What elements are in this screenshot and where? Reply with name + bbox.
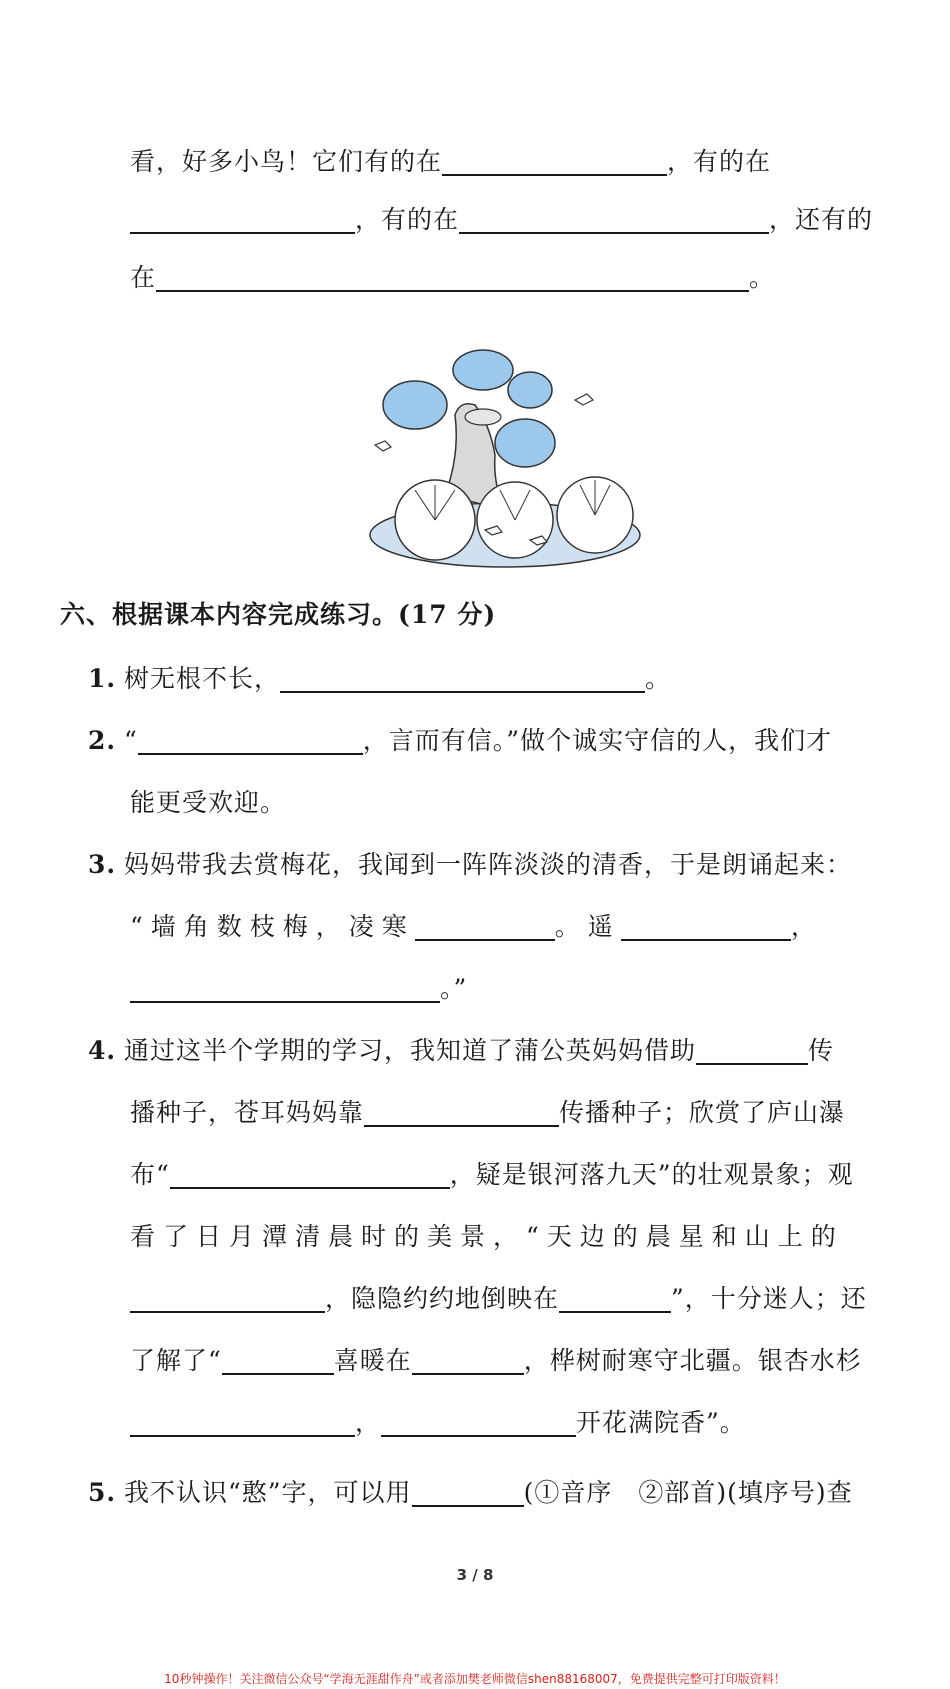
answer-blank[interactable] (222, 1347, 334, 1375)
question-4-line-3 (130, 1158, 854, 1192)
question-number: 3. (88, 850, 117, 879)
fill-line-2 (130, 203, 873, 237)
text-segment: 传播种子；欣赏了庐山瀑 (559, 1098, 846, 1127)
question-4-line-6 (130, 1344, 862, 1378)
text-segment: ，还有的 (769, 205, 874, 234)
tree-birds-illustration (365, 345, 655, 570)
answer-blank[interactable] (130, 975, 440, 1003)
question-4-line-5 (130, 1282, 867, 1316)
question-4 (88, 1034, 834, 1068)
fill-line-3 (130, 261, 775, 295)
fill-line-1 (130, 145, 771, 179)
text-segment: ， (790, 912, 824, 941)
text-segment: 。” (440, 974, 468, 1003)
question-number: 5. (88, 1478, 117, 1507)
page-number: 3 / 8 (456, 1566, 494, 1584)
question-4-line-7 (130, 1406, 746, 1440)
answer-blank[interactable] (130, 206, 355, 234)
question-5 (88, 1476, 853, 1510)
text-segment: 。 (645, 664, 672, 693)
text-segment: ， (355, 1408, 382, 1437)
answer-blank[interactable] (130, 1409, 355, 1437)
answer-blank[interactable] (130, 1285, 325, 1313)
answer-blank[interactable] (442, 148, 667, 176)
text-segment: 通过这半个学期的学习，我知道了蒲公英妈妈借助 (124, 1036, 697, 1065)
question-1 (88, 662, 671, 696)
answer-blank[interactable] (696, 1037, 808, 1065)
answer-blank[interactable] (621, 913, 791, 941)
text-segment: ，言而有信。”做个诚实守信的人，我们才 (362, 726, 833, 755)
answer-blank[interactable] (412, 1479, 524, 1507)
text-segment: “墙角数枝梅，凌寒 (130, 912, 415, 941)
question-4-line-4: 看了日月潭清晨时的美景，“天边的晨星和山上的 (130, 1222, 844, 1251)
text-segment: 。 (749, 263, 776, 292)
text-segment: 传 (808, 1036, 835, 1065)
text-segment: (①音序 ②部首)(填序号)查 (523, 1478, 853, 1507)
question-3-line-2 (130, 910, 824, 944)
answer-blank[interactable] (459, 206, 769, 234)
question-number: 2. (88, 726, 117, 755)
text-segment: 妈妈带我去赏梅花，我闻到一阵阵淡淡的清香，于是朗诵起来： (124, 850, 853, 879)
text-segment: 开花满院香”。 (576, 1408, 746, 1437)
text-segment: “ (124, 726, 138, 755)
text-segment: 喜暖在 (333, 1346, 412, 1375)
question-4-line-2 (130, 1096, 845, 1130)
text-segment: 我不认识“憨”字，可以用 (124, 1478, 412, 1507)
text-segment: 布“ (130, 1160, 170, 1189)
question-3-line-3 (130, 972, 467, 1006)
answer-blank[interactable] (170, 1161, 450, 1189)
text-segment: ”，十分迷人；还 (671, 1284, 867, 1313)
text-segment: ，桦树耐寒守北疆。银杏水杉 (523, 1346, 862, 1375)
text-segment: ，疑是银河落九天”的壮观景象；观 (449, 1160, 854, 1189)
question-3 (88, 848, 852, 882)
answer-blank[interactable] (381, 1409, 576, 1437)
text-segment: ，隐隐约约地倒映在 (325, 1284, 560, 1313)
answer-blank[interactable] (415, 913, 555, 941)
question-number: 4. (88, 1036, 117, 1065)
answer-blank[interactable] (138, 727, 363, 755)
question-2 (88, 724, 832, 758)
text-segment: 了解了“ (130, 1346, 222, 1375)
text-segment: 看，好多小鸟！它们有的在 (130, 147, 443, 176)
promo-footer: 10秒钟操作！关注微信公众号“学海无涯甜作舟”或者添加樊老师微信shen88168007，免费提供完整可打印版资料！ (164, 1672, 786, 1686)
question-number: 1. (88, 664, 117, 693)
text-segment: ，有的在 (667, 147, 772, 176)
answer-blank[interactable] (156, 264, 749, 292)
question-2-cont: 能更受欢迎。 (130, 788, 287, 817)
answer-blank[interactable] (412, 1347, 524, 1375)
text-segment: 在 (130, 263, 157, 292)
text-segment: ，有的在 (355, 205, 460, 234)
answer-blank[interactable] (559, 1285, 671, 1313)
text-segment: 树无根不长， (124, 664, 281, 693)
answer-blank[interactable] (280, 665, 645, 693)
section-heading: 六、根据课本内容完成练习。(17 分) (60, 600, 497, 629)
text-segment: 。遥 (554, 912, 621, 941)
answer-blank[interactable] (364, 1099, 559, 1127)
text-segment: 播种子，苍耳妈妈靠 (130, 1098, 365, 1127)
